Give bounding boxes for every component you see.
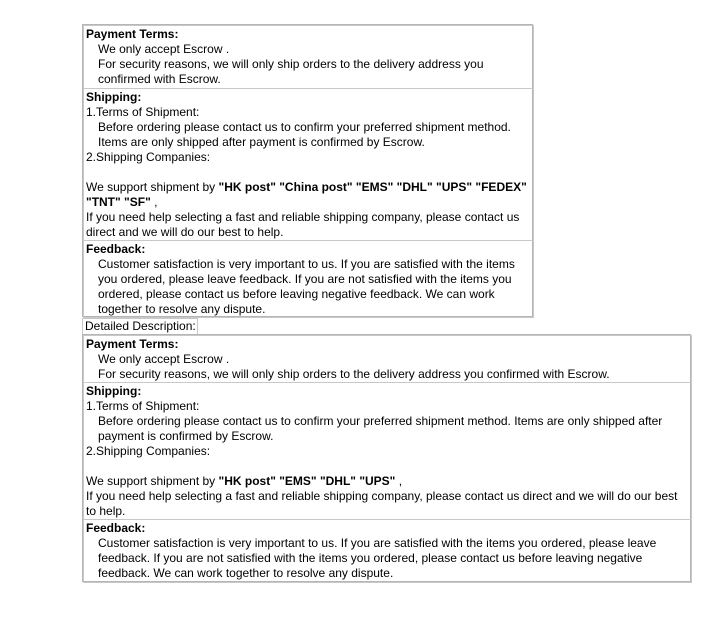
support-prefix: We support shipment by <box>86 474 219 488</box>
feedback-section <box>83 241 534 318</box>
payment-terms-line1: We only accept Escrow . <box>98 352 230 366</box>
shipping-companies-heading: 2.Shipping Companies: <box>86 444 211 458</box>
payment-terms-section <box>83 25 534 89</box>
shipping-help-text: If you need help selecting a fast and reliable shipping company, please contact us direct and we will do our best to help. <box>86 489 678 518</box>
spacer <box>86 165 531 180</box>
shipping-help-text: If you need help selecting a fast and reliable shipping company, please contact us direct and we will do our best to help. <box>86 210 520 239</box>
policy-table-summary <box>82 24 533 317</box>
payment-terms-line2: For security reasons, we will only ship orders to the delivery address you confirmed with Escrow. <box>98 367 610 381</box>
support-prefix: We support shipment by <box>86 180 219 194</box>
shipping-section <box>83 383 692 520</box>
spacer <box>86 459 689 474</box>
terms-of-shipment-text: Before ordering please contact us to confirm your preferred shipment method. Items are only shipped after payment is confirmed by Escrow. <box>98 120 511 149</box>
shipping-title: Shipping: <box>86 90 142 104</box>
payment-terms-section <box>83 335 692 383</box>
support-suffix: , <box>150 195 158 209</box>
shipping-section <box>83 89 534 241</box>
feedback-text: Customer satisfaction is very important to us. If you are satisfied with the items you ordered, please leave feedback. If you are not satisfied with the items you ordered, please contact us before leaving negative feedback. We can work together to resolve any dispute. <box>98 536 657 580</box>
terms-of-shipment-heading: 1.Terms of Shipment: <box>86 105 200 119</box>
terms-of-shipment-text: Before ordering please contact us to confirm your preferred shipment method. Items are only shipped after payment is confirmed by Escrow. <box>98 414 663 443</box>
shipping-title: Shipping: <box>86 384 142 398</box>
supported-carriers-line <box>86 180 531 210</box>
payment-terms-title: Payment Terms: <box>86 27 179 41</box>
feedback-title: Feedback: <box>86 242 146 256</box>
feedback-text: Customer satisfaction is very important to us. If you are satisfied with the items you ordered, please leave feedback. If you are not satisfied with the items you ordered, please contact us before leaving negative feedback. We can work together to resolve any dispute. <box>98 257 515 316</box>
payment-terms-line1: We only accept Escrow . <box>98 42 230 56</box>
feedback-title: Feedback: <box>86 521 146 535</box>
support-suffix: , <box>395 474 403 488</box>
policy-table-detailed <box>82 334 691 582</box>
detailed-description-label: Detailed Description: <box>82 318 198 335</box>
carrier-list: "HK post" "China post" "EMS" "DHL" "UPS" "FEDEX" "TNT" "SF" <box>86 180 527 209</box>
payment-terms-line2: For security reasons, we will only ship orders to the delivery address you confirmed with Escrow. <box>98 57 484 86</box>
terms-of-shipment-heading: 1.Terms of Shipment: <box>86 399 200 413</box>
feedback-section <box>83 520 692 583</box>
payment-terms-title: Payment Terms: <box>86 337 179 351</box>
shipping-companies-heading: 2.Shipping Companies: <box>86 150 211 164</box>
supported-carriers-line <box>86 474 689 489</box>
carrier-list: "HK post" "EMS" "DHL" "UPS" <box>218 474 396 488</box>
